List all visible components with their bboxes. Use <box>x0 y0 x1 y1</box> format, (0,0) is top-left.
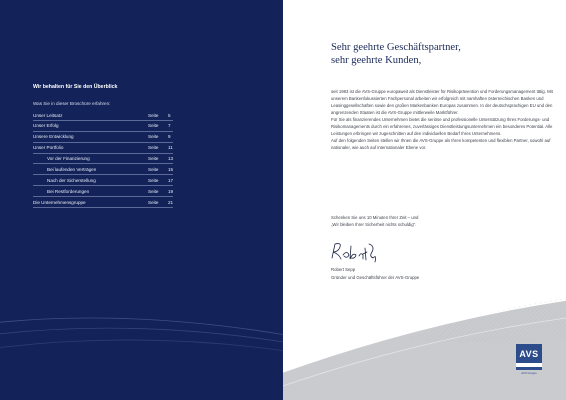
toc-row <box>33 132 173 143</box>
toc-page-number: 13 <box>168 156 174 162</box>
letter-closing <box>331 214 418 228</box>
greeting-line-2: sehr geehrte Kunden, <box>331 55 422 66</box>
signer-block <box>331 266 419 282</box>
toc-item-title: Die Unternehmensgruppe <box>33 199 86 205</box>
toc-item-title: Unser Portfolio <box>33 145 64 151</box>
toc-page-number: 19 <box>168 188 174 194</box>
toc-item-title: Unser Leitsatz <box>33 112 63 118</box>
toc-page-label: Seite <box>148 112 159 118</box>
right-page-letter <box>283 0 566 400</box>
toc-page-number: 21 <box>168 199 174 205</box>
logo-mark: AVS <box>519 349 539 359</box>
toc-row <box>33 143 173 154</box>
toc-item-title: Bei laufenden Verträgen <box>47 167 97 173</box>
toc-page-number: 7 <box>168 123 171 129</box>
toc-page-number: 11 <box>168 145 173 151</box>
signer-title: Gründer und Geschäftsführer der AVS-Gruppe <box>331 275 420 280</box>
toc-item-title: Unsere Entwicklung <box>33 134 74 140</box>
toc-page-label: Seite <box>148 177 159 183</box>
letter-paragraph-3: Auf den folgenden Seiten stellen wir Ihnen die AVS-Gruppe als Ihren kompetenten und flexiblen Partner, sowohl auf nationaler, wie auch auf internationaler Ebene vor. <box>331 138 551 150</box>
toc-page-label: Seite <box>148 156 159 162</box>
toc-row <box>33 121 173 132</box>
letter-greeting <box>331 41 461 67</box>
closing-line-2: „Wir bleiben Ihrer Sicherheit nichts schuldig“. <box>331 222 417 227</box>
toc-item-title: Unser Erfolg <box>33 123 59 129</box>
letter-paragraph-2: Für Sie als finanzierendes Unternehmen bietet die seriöse und professionelle Unterstützung Ihres Forderungs- und Risikomanagements durch ein erfahrenes, zuverlässiges Dienstleistungsunternehmen ein besonderes Potential. Alle Leistungen erbringen wir zugeschnitten auf den individuellen Bedarf Ihres Unternehmens. <box>331 117 553 136</box>
toc-row <box>33 197 173 208</box>
toc-page-label: Seite <box>148 188 159 194</box>
toc-page-label: Seite <box>148 199 159 205</box>
toc-page-label: Seite <box>148 134 159 140</box>
signer-name: Robert Sepp <box>331 267 356 272</box>
toc-page-label: Seite <box>148 145 159 151</box>
closing-line-1: Schenken Sie uns 10 Minuten Ihrer Zeit – und <box>331 215 419 220</box>
handwritten-signature <box>329 240 379 264</box>
toc-row <box>33 164 173 175</box>
logo-subtitle: AVS Gruppe <box>521 371 537 375</box>
toc-item-title: Nach der Sicherstellung <box>47 177 96 183</box>
greeting-line-1: Sehr geehrte Geschäftspartner, <box>331 42 461 53</box>
toc-item-title: Vor der Finanzierung <box>47 156 90 162</box>
toc-page-label: Seite <box>148 123 159 129</box>
toc-row <box>33 154 173 165</box>
toc-page-label: Seite <box>148 167 159 173</box>
toc-row <box>33 186 173 197</box>
toc-page-number: 5 <box>168 112 171 118</box>
toc-row <box>33 175 173 186</box>
toc-page-number: 9 <box>168 134 171 140</box>
toc-row <box>33 110 173 121</box>
avs-logo <box>516 344 542 376</box>
toc-heading: Wir behalten für Sie den Überblick <box>33 84 118 90</box>
table-of-contents <box>33 110 173 208</box>
letter-paragraph-1: seit 1983 ist die AVS-Gruppe europaweit als Dienstleister für Risikoprävention und Forderungsmanagement tätig. Mit unserem Bankenfokussierten Fachpersonal arbeiten wir erfolgreich mit namhaften österreichischen Banken und Leasinggesellschaften sowie den großen Markenbanken Europas zusammen. In der deutschsprachigen EU und den angrenzenden Staaten ist die AVS-Gruppe mittlerweile Marktführer. <box>331 89 553 115</box>
toc-page-number: 15 <box>168 167 174 173</box>
toc-item-title: Bei Restforderungen <box>47 188 90 194</box>
toc-page-number: 17 <box>168 177 174 183</box>
letter-body <box>331 88 561 151</box>
toc-intro: Was Sie in dieser Broschüre erfahren: <box>33 101 111 106</box>
logo-underline <box>516 363 542 367</box>
